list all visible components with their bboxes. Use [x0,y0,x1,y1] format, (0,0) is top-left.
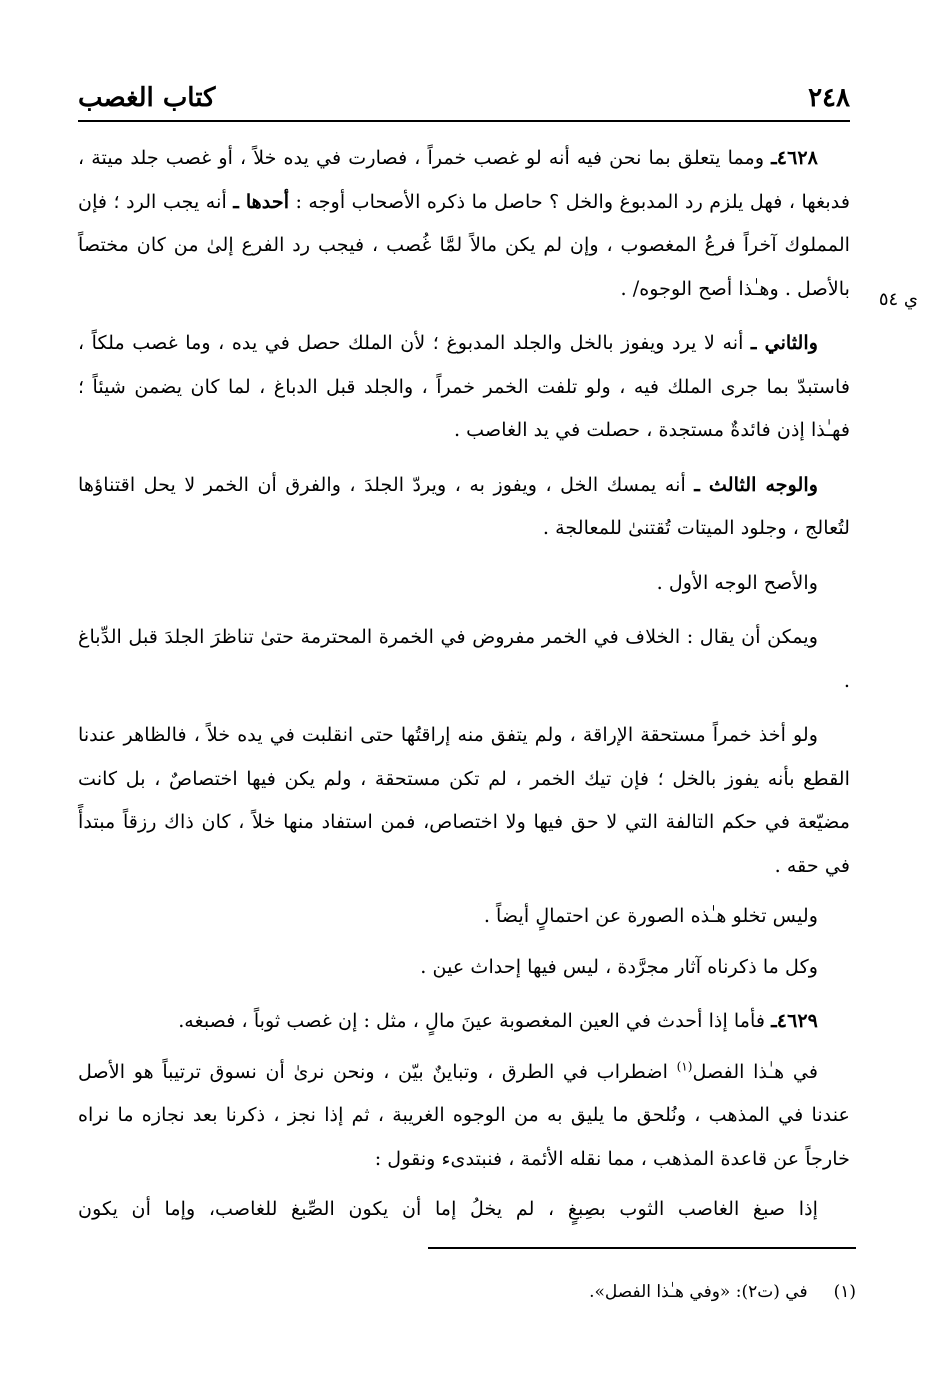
paragraph-4628 [78,136,850,310]
footnote-number: (١) [833,1282,856,1302]
paragraph-text: والأصح الوجه الأول . [656,570,818,594]
paragraph-text: إذا صبغ الغاصب الثوب بصِبغٍ ، لم يخلُ إما أن يكون الصِّبغ للغاصب، وإما أن يكون [78,1197,818,1220]
paragraph-text: ولو أخذ خمراً مستحقة الإراقة ، ولم يتفق منه إراقتُها حتى انقلبت في يده خلاً ، فالظاهر عندنا القطع بأنه يفوز بالخل ؛ فإن تيك الخمر ، لم تكن مستحقة ، ولم يكن فيها اختصاصٌ ، بل كانت مضيّعة في حكم التالفة التي لا حق فيها ولا اختصاص، فمن استفاد منها خلاً ، كان ذاك رزقاً مبتدأً في حقه . [78,723,850,877]
footnote-reference[interactable]: (١) [676,1059,693,1074]
page-number: ٢٤٨ [808,83,850,113]
paragraph-text: أنه يمسك الخل ، ويفوز به ، ويردّ الجلدَ ، والفرق أن الخمر لا يحل اقتناؤها لتُعالج ، وجلود الميتات تُقتنىٰ للمعالجة . [78,472,850,539]
paragraph-text: اضطراب في الطرق ، وتباينٌ بيّن ، ونحن نرىٰ أن نسوق ترتيباً هو الأصل عندنا في المذهب ، ونُلحق ما يليق به من الوجوه الغريبة ، ثم إذا نجز ، ذكرنا بعد نجازه ما نراه خارجاً عن قاعدة المذهب ، مما نقله الأئمة ، فنبتدىء ونقول : [78,1059,850,1170]
book-title: كتاب الغصب [78,83,216,113]
paragraph-text: في هـٰذا الفصل [692,1059,818,1083]
paragraph-second-view [78,321,850,452]
paragraph-4629 [78,999,850,1043]
paragraph-dye [78,1187,850,1231]
issue-number: ٤٦٢٨ـ [771,146,818,169]
footnote [300,1278,856,1306]
margin-reference: ي ٥٤ [878,289,918,310]
paragraph-text: وكل ما ذكرناه آثار مجرَّدة ، ليس فيها إحداث عين . [420,954,818,978]
paragraph-effects [78,945,850,989]
paragraph-lead: أحدها ـ [233,189,290,213]
paragraph-third-view [78,463,850,550]
running-header [78,80,850,122]
paragraph-lead: والثاني ـ [750,331,818,354]
paragraph-text: ويمكن أن يقال : الخلاف في الخمر مفروض في الخمرة المحترمة حتىٰ تناظرَ الجلدَ قبل الدِّباغ . [78,625,850,692]
footnote-text: في (ت٢): «وفي هـٰذا الفصل». [589,1282,808,1302]
paragraph-text: أنه يجب الرد ؛ فإن المملوك آخراً فرعُ المغصوب ، وإن لم يكن مالاً لمَّا غُصب ، فيجب رد الفرع إلىٰ من كان مختصاً بالأصل . وهـٰذا أصح الوجوه/ . [78,189,850,300]
paragraph-text: فأما إذا أحدث في العين المغصوبة عينَ مالٍ ، مثل : إن غصب ثوباً ، فصبغه. [178,1009,772,1032]
paragraph-lead: والوجه الثالث ـ [694,472,818,496]
paragraph-preferred [78,561,850,605]
paragraph-text: وليس تخلو هـٰذه الصورة عن احتمالٍ أيضاً . [483,904,818,927]
main-text [78,136,850,1231]
paragraph-text: ومما يتعلق بما نحن فيه أنه لو غصب خمراً ، فصارت في يده خلاً ، أو غصب جلد ميتة ، فدبغها ، فهل يلزم رد المدبوغ والخل ؟ حاصل ما ذكره الأصحاب أوجه : [78,146,850,213]
footnote-divider [428,1247,856,1249]
issue-number: ٤٦٢٩ـ [771,1009,818,1032]
paragraph-text: أنه لا يرد ويفوز بالخل والجلد المدبوغ ؛ لأن الملك حصل في يده ، وما غصب ملكاً ، فاستبدّ بما جرى الملك فيه ، ولو تلفت الخمر خمراً ، والجلد قبل الدباغ ، لما كان يضمن شيئاً ؛ فهـٰذا إذن فائدةٌ مستجدة ، حصلت في يد الغاصب . [78,331,850,441]
paragraph-wine-vinegar [78,713,850,887]
paragraph-possibility [78,894,850,938]
paragraph-section-note [78,1050,850,1181]
paragraph-possible-view [78,615,850,702]
